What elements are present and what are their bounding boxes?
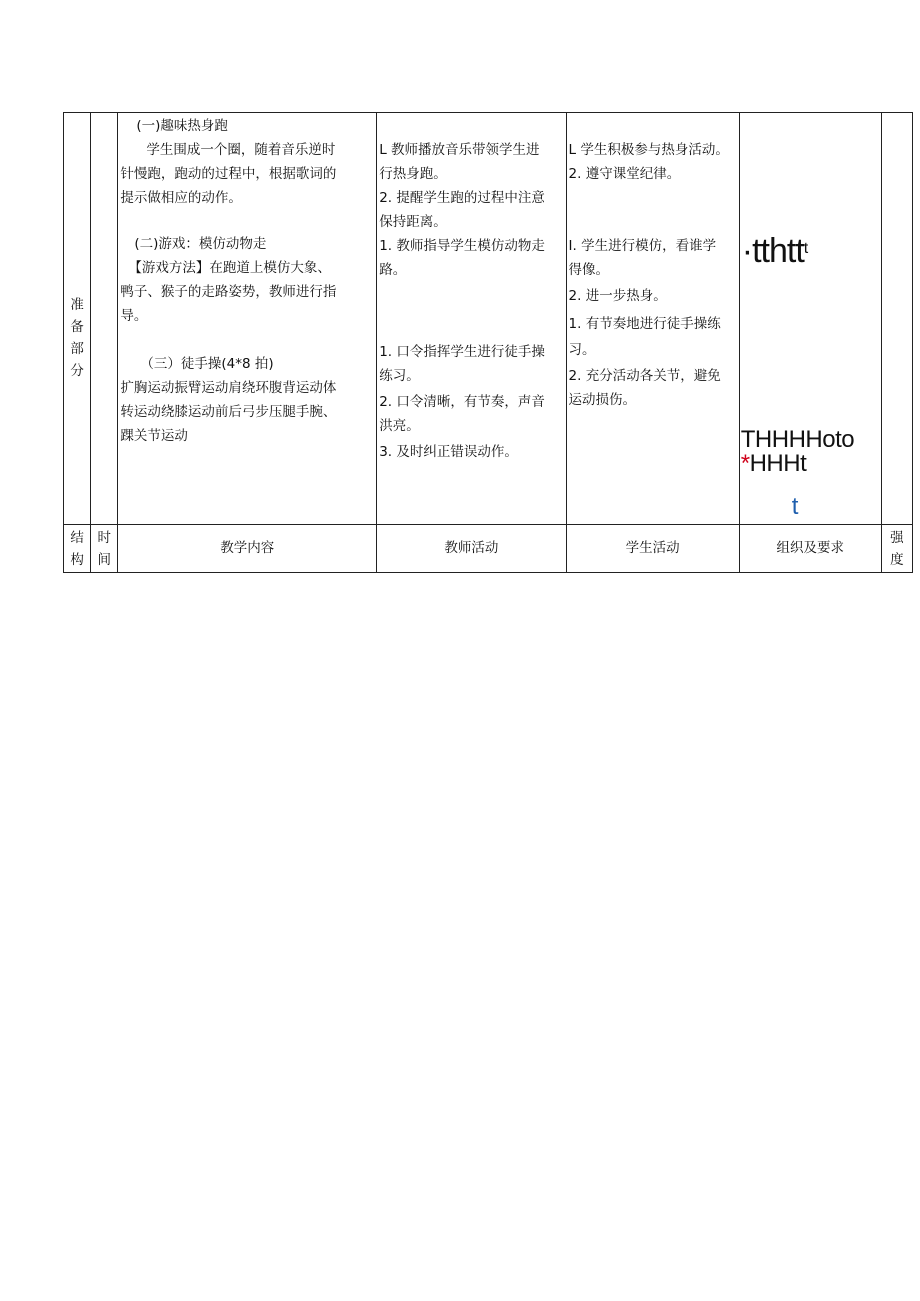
teacher-line: 练习。	[379, 368, 420, 384]
student-line: 1. 有节奏地进行徒手操练	[568, 316, 721, 332]
header-intensity: 强 度	[881, 525, 912, 573]
content-line: 扩胸运动振臂运动肩绕环腹背运动体	[120, 380, 337, 396]
header-time: 时 间	[91, 525, 118, 573]
section-label-char: 部	[70, 340, 84, 357]
header-teacher: 教师活动	[377, 525, 566, 573]
student-line: L 学生积极参与热身活动。	[568, 142, 729, 158]
content-cell	[118, 113, 377, 525]
content-line: (二)游戏：模仿动物走	[134, 236, 267, 252]
header-structure: 结 构	[64, 525, 91, 573]
preparation-row	[64, 113, 913, 525]
teacher-line: 保持距离。	[379, 214, 447, 230]
student-line: 2. 充分活动各关节，避免	[568, 368, 721, 384]
content-line: （三）徒手操(4*8 拍)	[140, 356, 274, 372]
intensity-cell	[881, 113, 912, 525]
student-line: 2. 进一步热身。	[568, 288, 667, 304]
teacher-line: 1. 口令指挥学生进行徒手操	[379, 344, 545, 360]
header-organization: 组织及要求	[739, 525, 881, 573]
teacher-line: L 教师播放音乐带领学生进	[379, 142, 540, 158]
student-line: 习。	[568, 342, 596, 358]
teacher-line: 1. 教师指导学生模仿动物走	[379, 238, 545, 254]
student-line: 得像。	[568, 262, 610, 278]
header-content: 教学内容	[118, 525, 377, 573]
student-line: 2. 遵守课堂纪律。	[568, 166, 681, 182]
content-line: (一)趣味热身跑	[136, 118, 228, 134]
content-line: 踝关节运动	[120, 428, 188, 444]
content-line: 鸭子、猴子的走路姿势，教师进行指	[120, 284, 337, 300]
section-label-cell	[64, 113, 91, 525]
star-icon: *	[740, 450, 750, 477]
content-line: 针慢跑，跑动的过程中，根据歌词的	[120, 166, 337, 182]
teacher-line: 洪亮。	[379, 418, 420, 434]
teacher-line: 3. 及时纠正错误动作。	[379, 444, 518, 460]
teacher-activity-cell	[377, 113, 566, 525]
lesson-plan-table	[63, 112, 913, 573]
teacher-line: 行热身跑。	[379, 166, 447, 182]
teacher-line: 2. 提醒学生跑的过程中注意	[379, 190, 545, 206]
teacher-line: 2. 口令清晰，有节奏，声音	[379, 394, 545, 410]
content-line: 导。	[120, 308, 148, 324]
student-line: I. 学生进行模仿，看谁学	[568, 238, 717, 254]
student-line: 运动损伤。	[568, 392, 637, 408]
formation-diagram-glyph: ·tthtt$^t$	[741, 232, 808, 270]
time-cell	[91, 113, 118, 525]
formation-diagram-glyph: THHHHoto	[740, 426, 855, 453]
formation-diagram-glyph: *HHHt	[740, 450, 807, 477]
content-line: 提示做相应的动作。	[120, 190, 242, 206]
content-line: 转运动绕膝运动前后弓步压腿手腕、	[120, 404, 337, 420]
section-label-char: 备	[70, 318, 84, 335]
teacher-line: 路。	[379, 262, 407, 278]
student-activity-cell	[566, 113, 739, 525]
formation-diagram-glyph: t	[791, 493, 799, 520]
content-line: 【游戏方法】在跑道上模仿大象、	[128, 260, 331, 276]
organization-cell	[739, 113, 881, 525]
section-label-char: 准	[70, 296, 84, 313]
header-student: 学生活动	[566, 525, 739, 573]
content-line: 学生围成一个圈，随着音乐逆时	[146, 142, 336, 158]
header-row	[64, 525, 913, 573]
section-label-char: 分	[70, 362, 84, 379]
